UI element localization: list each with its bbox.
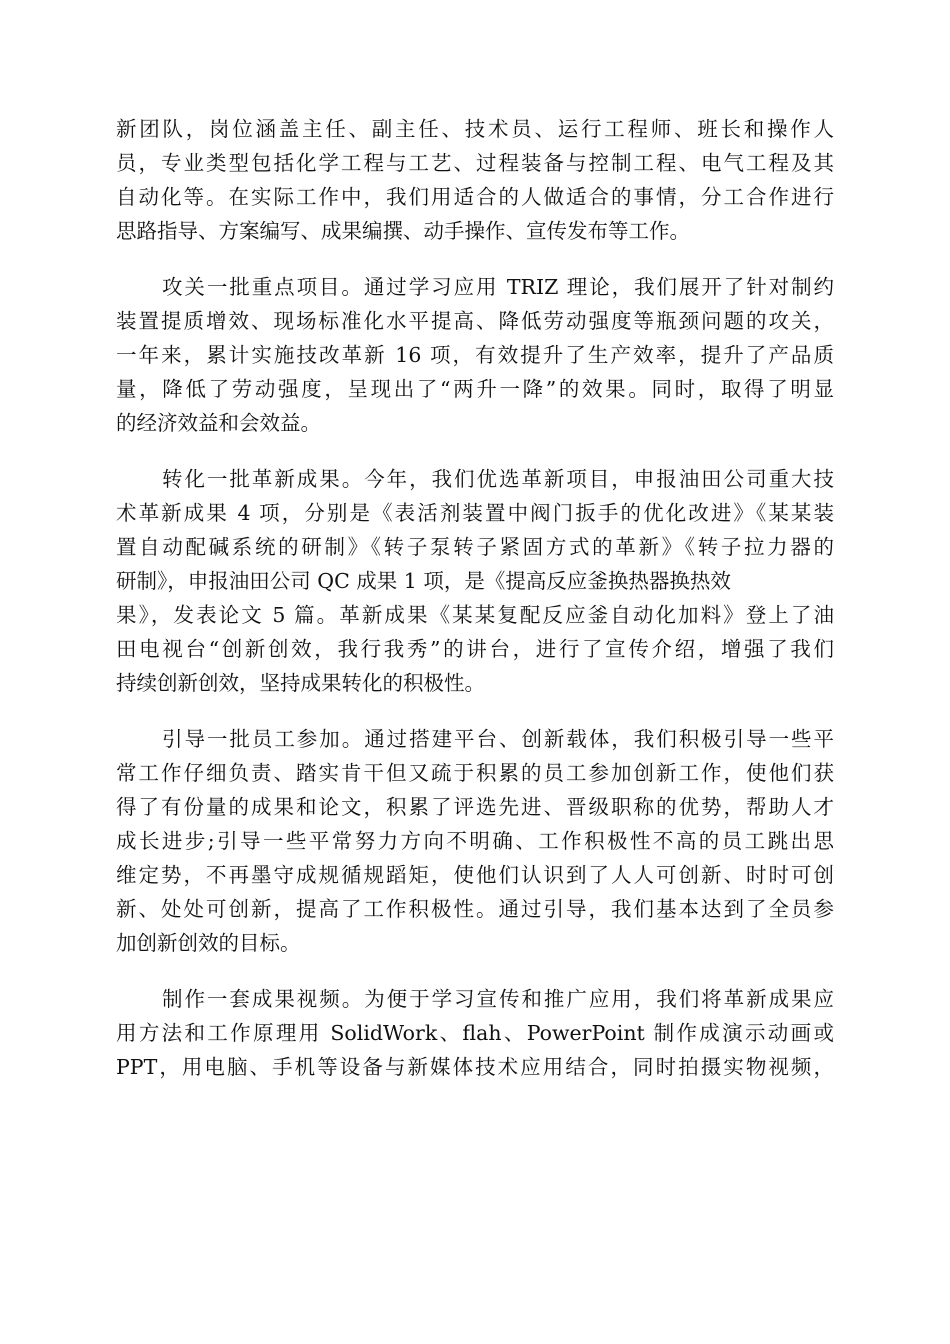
text-line: 制作一套成果视频。为便于学习宣传和推广应用，我们将革新成果应 <box>162 987 834 1011</box>
text-line: 的经济效益和会效益。 <box>116 411 321 435</box>
text-line: 量，降低了劳动强度，呈现出了“两升一降”的效果。同时，取得了明显 <box>116 377 834 401</box>
text-line: 维定势，不再墨守成规循规蹈矩，使他们认识到了人人可创新、时时可创 <box>116 863 834 887</box>
text-line: 思路指导、方案编写、成果编撰、动手操作、宣传发布等工作。 <box>116 219 690 243</box>
text-line: 果》，发表论文 5 篇。革新成果《某某复配反应釜自动化加料》登上了油 <box>116 603 834 627</box>
paragraph-team <box>116 112 834 248</box>
text-line: 新团队，岗位涵盖主任、副主任、技术员、运行工程师、班长和操作人 <box>116 117 834 141</box>
text-line: 田电视台“创新创效，我行我秀”的讲台，进行了宣传介绍，增强了我们 <box>116 637 834 661</box>
text-line: 员，专业类型包括化学工程与工艺、过程装备与控制工程、电气工程及其 <box>116 151 834 175</box>
text-line: 攻关一批重点项目。通过学习应用 TRIZ 理论，我们展开了针对制约 <box>162 275 834 299</box>
text-line: 研制》，申报油田公司 QC 成果 1 项，是《提高反应釜换热器换热效 <box>116 569 731 593</box>
text-line: 自动化等。在实际工作中，我们用适合的人做适合的事情，分工合作进行 <box>116 185 834 209</box>
text-line: 一年来，累计实施技改革新 16 项，有效提升了生产效率，提升了产品质 <box>116 343 834 367</box>
text-line: 持续创新创效，坚持成果转化的积极性。 <box>116 671 485 695</box>
paragraph-staff-participation <box>116 722 834 960</box>
paragraph-innovation-results <box>116 462 834 700</box>
text-line: 成长进步;引导一些平常努力方向不明确、工作积极性不高的员工跳出思 <box>116 829 834 853</box>
text-line: 用方法和工作原理用 SolidWork、flah、PowerPoint 制作成演示动画或 <box>116 1021 834 1045</box>
text-line: 常工作仔细负责、踏实肯干但又疏于积累的员工参加创新工作，使他们获 <box>116 761 834 785</box>
text-line: 得了有份量的成果和论文，积累了评选先进、晋级职称的优势，帮助人才 <box>116 795 834 819</box>
text-line: 新、处处可创新，提高了工作积极性。通过引导，我们基本达到了全员参 <box>116 897 834 921</box>
text-line: PPT，用电脑、手机等设备与新媒体技术应用结合，同时拍摄实物视频， <box>116 1055 834 1079</box>
text-line: 转化一批革新成果。今年，我们优选革新项目，申报油田公司重大技 <box>162 467 834 491</box>
text-line: 加创新创效的目标。 <box>116 931 301 955</box>
paragraph-result-videos <box>116 982 834 1084</box>
document-body <box>116 112 834 1084</box>
text-line: 装置提质增效、现场标准化水平提高、降低劳动强度等瓶颈问题的攻关， <box>116 309 834 333</box>
text-line: 置自动配碱系统的研制》《转子泵转子紧固方式的革新》《转子拉力器的 <box>116 535 834 559</box>
paragraph-key-projects <box>116 270 834 440</box>
text-line: 术革新成果 4 项，分别是《表活剂装置中阀门扳手的优化改进》《某某装 <box>116 501 834 525</box>
text-line: 引导一批员工参加。通过搭建平台、创新载体，我们积极引导一些平 <box>162 727 834 751</box>
